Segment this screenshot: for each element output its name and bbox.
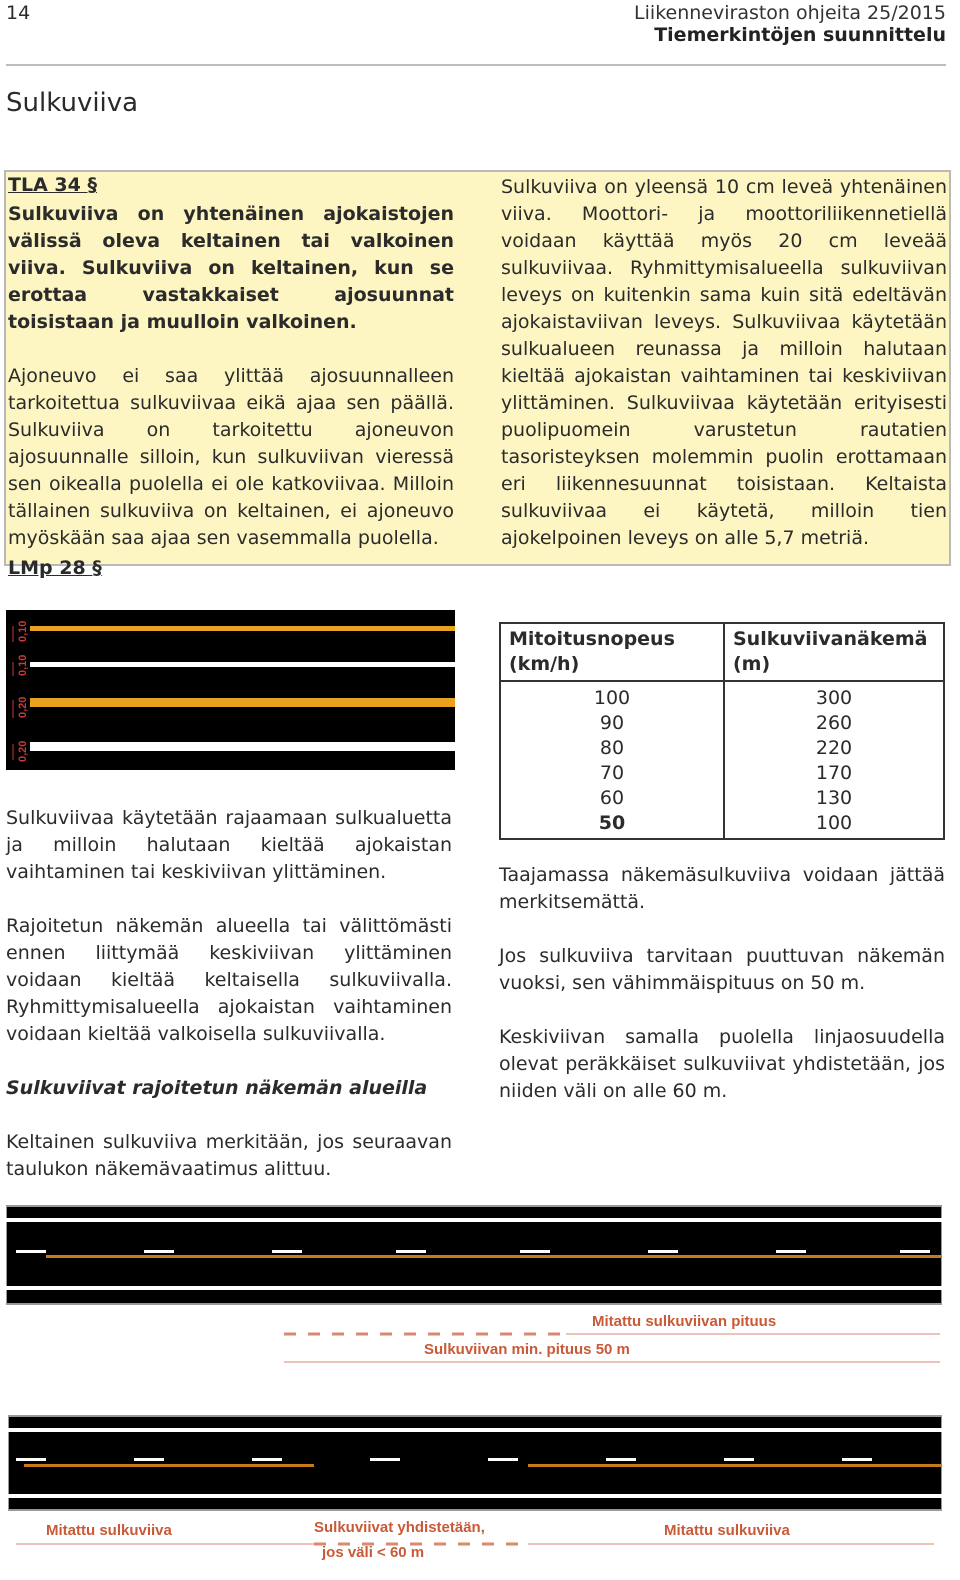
subheading: Sulkuviivat rajoitetun näkemän alueilla — [6, 1077, 428, 1099]
speed-cell: 100 — [500, 681, 724, 711]
speed-cell: 60 — [500, 786, 724, 811]
measured-length-label: Mitattu sulkuviivan pituus — [592, 1313, 777, 1330]
publication-subtitle: Tiemerkintöjen suunnittelu — [654, 24, 946, 46]
yellow-barrier-line-right — [528, 1464, 942, 1467]
table-row — [500, 761, 944, 786]
distance-cell: 300 — [724, 681, 944, 711]
joined-label-line1: Sulkuviivat yhdistetään, — [314, 1519, 485, 1536]
left-body-column — [6, 805, 452, 1183]
distance-cell: 170 — [724, 761, 944, 786]
page-number: 14 — [6, 2, 31, 24]
col-header-distance-l2: (m) — [733, 653, 771, 675]
min-length-svg — [6, 1204, 942, 1374]
table-row — [500, 711, 944, 736]
law-box-left-column — [8, 174, 454, 579]
lmp-text: Ajoneuvo ei saa ylittää ajosuunnalleen tarkoitettua sulkuviivaa eikä ajaa sen päällä. Sulkuviiva on tarkoitettu ajoneuvon ajosuunnalle silloin, kun sulkuviivan vieressä sen oikealla puolella ei ole katkoviivaa. Milloin tällainen sulkuviiva on keltainen, ei ajoneuvo myöskään saa ajaa sen vasemmalla puolella. — [8, 365, 454, 549]
body-paragraph-1: Sulkuviivaa käytetään rajaamaan sulkualuetta ja milloin halutaan kieltää ajokaistan vaihtaminen tai keskiviivan ylittäminen. — [6, 807, 452, 883]
distance-cell: 130 — [724, 786, 944, 811]
white-line-10cm — [30, 662, 455, 667]
width-label-020-white: 0,20 — [17, 740, 29, 762]
header-divider — [6, 64, 946, 66]
yellow-barrier-line-left — [24, 1464, 314, 1467]
right-body-column — [499, 862, 945, 1105]
lmp-reference-link[interactable]: LMp 28 § — [8, 557, 102, 579]
joined-label-line2: jos väli < 60 m — [322, 1544, 425, 1561]
yellow-line-20cm — [30, 698, 455, 707]
width-label-020-yellow: 0,20 — [17, 696, 29, 718]
distance-cell: 100 — [724, 811, 944, 839]
table-header-row — [500, 623, 944, 681]
joined-lines-diagram — [8, 1414, 942, 1576]
line-width-text: Sulkuviiva on yleensä 10 cm leveä yhtenäinen viiva. Moottori- ja moottoriliikennetiellä voidaan käyttää myös 20 cm leveää sulkuviivaa. Ryhmittymisalueella sulkuviivan leveys on kuitenkin sama kuin sitä edeltävän ajokaistaviivan leveys. Sulkuviivaa käytetään sulkualueen reunassa ja milloin halutaan kieltää ajokaistan vaihtaminen tai keskiviivan ylittäminen. Sulkuviivaa käytetään erityisesti puolipuomein varustetun rautatien tasoristeyksen molemmin puolin erottamaan eri liikennesuunnat toisistaan. Keltaista sulkuviivaa ei käytetä, milloin tien ajokelpoinen leveys on alle 5,7 metriä. — [501, 176, 947, 549]
road-edge-line — [8, 1494, 942, 1498]
right-paragraph-1: Taajamassa näkemäsulkuviiva voidaan jättää merkitsemättä. — [499, 864, 945, 913]
distance-cell: 220 — [724, 736, 944, 761]
right-paragraph-2: Jos sulkuviiva tarvitaan puuttuvan näkemän vuoksi, sen vähimmäispituus on 50 m. — [499, 945, 945, 994]
road-edge-line — [6, 1286, 942, 1290]
tla-text: Sulkuviiva on yhtenäinen ajokaistojen välissä oleva keltainen tai valkoinen viiva. Sulkuviiva on keltainen, kun se erottaa vastakkaiset ajosuunnat toisistaan ja muulloin valkoinen. — [8, 203, 454, 333]
col-header-distance-l1: Sulkuviivanäkemä — [733, 628, 928, 650]
speed-cell: 70 — [500, 761, 724, 786]
body-paragraph-3: Keltainen sulkuviiva merkitään, jos seuraavan taulukon näkemävaatimus alittuu. — [6, 1131, 452, 1180]
width-label-010-yellow: 0,10 — [17, 620, 29, 642]
measured-right-label: Mitattu sulkuviiva — [664, 1522, 790, 1539]
table-row — [500, 786, 944, 811]
col-header-speed-l2: (km/h) — [509, 653, 580, 675]
joined-lines-svg — [8, 1414, 942, 1576]
yellow-barrier-line — [46, 1255, 942, 1258]
col-header-speed — [500, 623, 724, 681]
width-label-010-white: 0,10 — [17, 654, 29, 676]
yellow-line-10cm — [30, 626, 455, 631]
measured-left-label: Mitattu sulkuviiva — [46, 1522, 172, 1539]
white-line-20cm — [30, 742, 455, 751]
road-edge-line — [6, 1218, 942, 1222]
speed-cell: 50 — [500, 811, 724, 839]
speed-cell: 80 — [500, 736, 724, 761]
table-row — [500, 736, 944, 761]
min-length-diagram — [6, 1204, 942, 1374]
publication-title: Liikenneviraston ohjeita 25/2015 — [634, 2, 946, 24]
sight-distance-table — [499, 622, 945, 840]
table-row — [500, 681, 944, 711]
min-length-label: Sulkuviivan min. pituus 50 m — [424, 1341, 630, 1358]
col-header-distance — [724, 623, 944, 681]
road-edge-line — [8, 1428, 942, 1432]
tla-reference-link[interactable]: TLA 34 § — [8, 174, 97, 196]
body-paragraph-2: Rajoitetun näkemän alueella tai välittömästi ennen liittymää keskiviivan ylittäminen voidaan kieltää keltaisella sulkuviivalla. Ryhmittymisalueella ajokaistan vaihtaminen voidaan kieltää valkoisella sulkuviivalla. — [6, 915, 452, 1045]
right-paragraph-3: Keskiviivan samalla puolella linjaosuudella olevat peräkkäiset sulkuviivat yhdistetään, jos niiden väli on alle 60 m. — [499, 1026, 945, 1102]
table-row — [500, 811, 944, 839]
col-header-speed-l1: Mitoitusnopeus — [509, 628, 675, 650]
sight-distance-table-wrap — [499, 622, 945, 840]
distance-cell: 260 — [724, 711, 944, 736]
speed-cell: 90 — [500, 711, 724, 736]
line-width-svg — [6, 610, 455, 770]
law-box-right-column — [501, 174, 947, 552]
line-width-illustration — [6, 610, 455, 770]
section-title: Sulkuviiva — [6, 88, 139, 118]
